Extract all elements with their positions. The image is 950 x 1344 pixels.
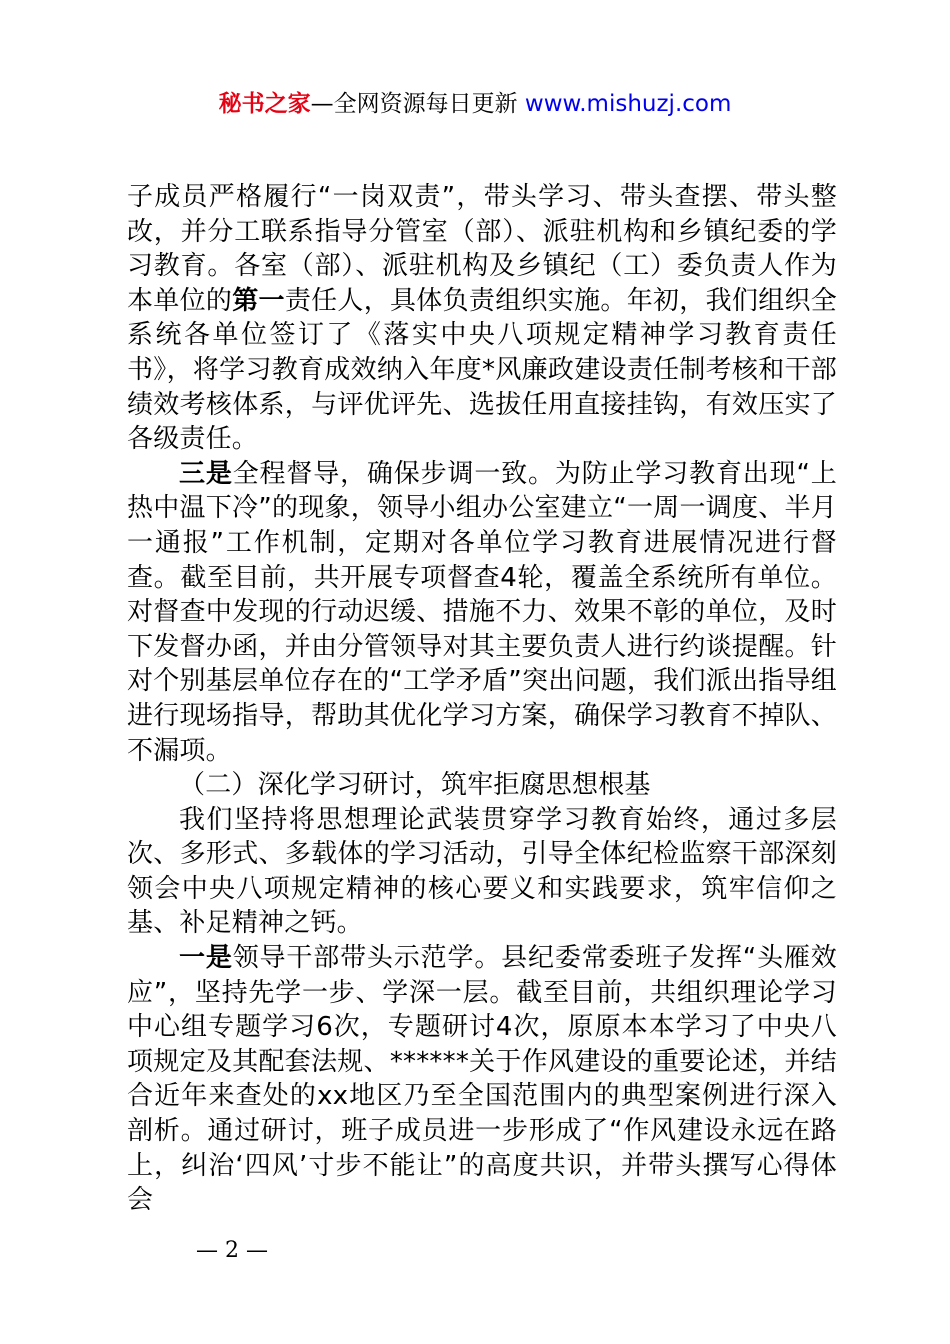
paragraph-responsibility xyxy=(127,180,837,457)
paragraph-text: 我们坚持将思想理论武装贯穿学习教育始终，通过多层次、多形式、多载体的学习活动，引导全体纪检监察干部深刻领会中央八项规定精神的核心要义和实践要求，筑牢信仰之基、补足精神之钙。 xyxy=(127,804,837,939)
emphasis-text: 三是 xyxy=(179,458,233,489)
paragraph-text: 全程督导，确保步调一致。为防止学习教育出现“上热中温下冷”的现象，领导小组办公室建立“一周一调度、半月一通报”工作机制，定期对各单位学习教育进展情况进行督查。截至目前，共开展专项督查4轮，覆盖全系统所有单位。对督查中发现的行动迟缓、措施不力、效果不彰的单位，及时下发督办函，并由分管领导对其主要负责人进行约谈提醒。针对个别基层单位存在的“工学矛盾”突出问题，我们派出指导组进行现场指导，帮助其优化学习方案，确保学习教育不掉队、不漏项。 xyxy=(127,458,837,766)
site-brand: 秘书之家 xyxy=(218,91,311,117)
site-url-link[interactable]: www.mishuzj.com xyxy=(524,91,732,117)
paragraph-text: 子成员严格履行“一岗双责”，带头学习、带头查摆、带头整改，并分工联系指导分管室（部）、派驻机构和乡镇纪委的学习教育。各室（部）、派驻机构及乡镇纪（工）委负责人作为本单位的 xyxy=(127,182,837,316)
header-tagline: —全网资源每日更新 xyxy=(310,91,525,117)
paragraph-text: 责任人，具体负责组织实施。年初，我们组织全系统各单位签订了《落实中央八项规定精神学习教育责任书》，将学习教育成效纳入年度*风廉政建设责任制考核和干部绩效考核体系，与评优评先、选拔任用直接挂钩，有效压实了各级责任。 xyxy=(127,285,837,455)
paragraph-text: 领导干部带头示范学。县纪委常委班子发挥“头雁效应”，坚持先学一步、学深一层。截至目前，共组织理论学习中心组专题学习6次，专题研讨4次，原原本本学习了中央八项规定及其配套法规、******关于作风建设的重要论述，并结合近年来查处的xx地区乃至全国范围内的典型案例进行深入剖析。通过研讨，班子成员进一步形成了“作风建设永远在路上，纠治‘四风’寸步不能让”的高度共识，并带头撰写心得体会 xyxy=(127,943,837,1216)
paragraph-leadership-study xyxy=(127,941,837,1218)
site-header xyxy=(0,88,950,120)
paragraph-supervision xyxy=(127,457,837,768)
page-number: — 2 — xyxy=(196,1238,268,1263)
section-heading xyxy=(127,768,837,803)
emphasis-text: 一是 xyxy=(179,943,233,974)
section-heading-text: （二）深化学习研讨，筑牢拒腐思想根基 xyxy=(179,770,651,801)
document-body xyxy=(127,180,837,1218)
emphasis-text: 第一 xyxy=(232,285,285,316)
paragraph-study-intro xyxy=(127,803,837,941)
